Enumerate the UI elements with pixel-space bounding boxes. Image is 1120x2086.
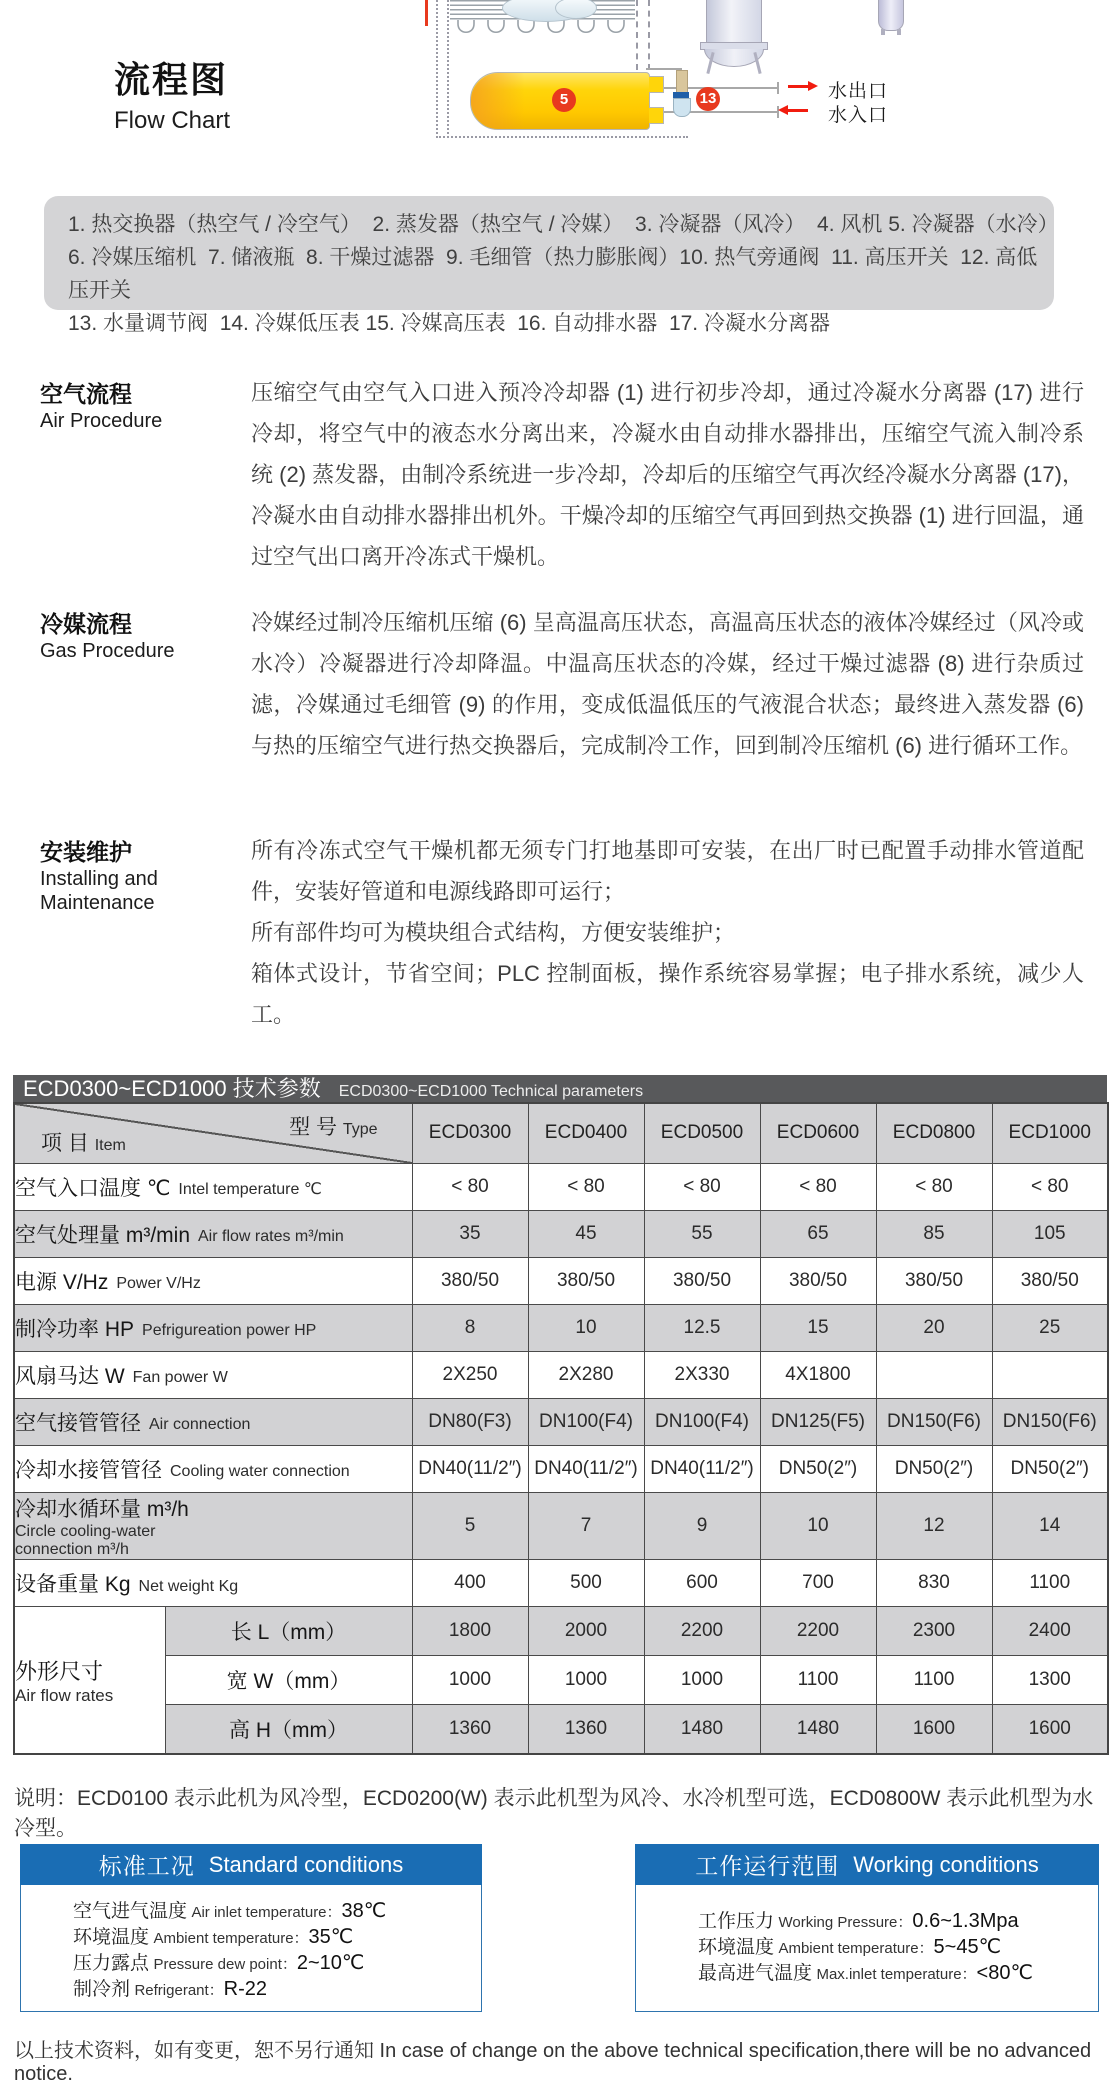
cell: 10 bbox=[760, 1492, 876, 1560]
section-body bbox=[251, 372, 1084, 577]
cylinder-foot bbox=[897, 29, 901, 35]
section-label-en: Air Procedure bbox=[40, 410, 163, 432]
cell: 8 bbox=[412, 1304, 528, 1351]
cell: 2200 bbox=[760, 1607, 876, 1656]
condition-line: 环境温度 Ambient temperature：5~45℃ bbox=[698, 1936, 1002, 1958]
cell: 700 bbox=[760, 1560, 876, 1607]
row-label: 空气入口温度 ℃ Intel temperature ℃ bbox=[14, 1163, 412, 1210]
cell: 2X330 bbox=[644, 1351, 760, 1398]
install-text-2: 所有部件均可为模块组合式结构，方便安装维护； bbox=[251, 920, 736, 945]
cell: < 80 bbox=[876, 1163, 992, 1210]
section-label bbox=[40, 376, 245, 433]
table-row bbox=[14, 1304, 1108, 1351]
standard-conditions-header: 标准工况 Standard conditions bbox=[20, 1844, 482, 1885]
arrow-right-icon bbox=[788, 85, 808, 88]
cell: 1100 bbox=[992, 1560, 1108, 1607]
working-conditions-box bbox=[635, 1844, 1099, 2012]
cell: 20 bbox=[876, 1304, 992, 1351]
table-row bbox=[14, 1560, 1108, 1607]
table-row bbox=[14, 1445, 1108, 1492]
section-label bbox=[40, 834, 245, 915]
legend-line-1: 1. 热交换器（热空气 / 冷空气） 2. 蒸发器（热空气 / 冷媒） 3. 冷凝器（风冷） 4. 风机 5. 冷凝器（水冷） bbox=[68, 213, 1059, 236]
cell: 380/50 bbox=[644, 1257, 760, 1304]
cell: DN100(F4) bbox=[528, 1398, 644, 1445]
cell: DN50(2″) bbox=[760, 1445, 876, 1492]
heat-exchanger-tubes-icon bbox=[450, 20, 635, 38]
table-title-bar bbox=[13, 1075, 1107, 1102]
section-body bbox=[251, 602, 1084, 766]
table-row bbox=[14, 1492, 1108, 1560]
cell: 1000 bbox=[412, 1656, 528, 1705]
technical-parameters bbox=[13, 1075, 1107, 1755]
table-row bbox=[14, 1351, 1108, 1398]
cell: 380/50 bbox=[528, 1257, 644, 1304]
cell: DN50(2″) bbox=[992, 1445, 1108, 1492]
cell: 12.5 bbox=[644, 1304, 760, 1351]
model-header: ECD0500 bbox=[644, 1103, 760, 1163]
row-label: 制冷功率 HP Pefrigureation power HP bbox=[14, 1304, 412, 1351]
row-label: 电源 V/Hz Power V/Hz bbox=[14, 1257, 412, 1304]
table-row bbox=[14, 1257, 1108, 1304]
cell bbox=[992, 1351, 1108, 1398]
cell bbox=[876, 1351, 992, 1398]
condition-line: 空气进气温度 Air inlet temperature：38℃ bbox=[73, 1900, 387, 1922]
parameters-table bbox=[13, 1102, 1109, 1755]
corner-item-label: 项 目 Item bbox=[41, 1131, 126, 1155]
row-label: 冷却水接管管径 Cooling water connection bbox=[14, 1445, 412, 1492]
standard-conditions-box bbox=[20, 1844, 482, 2012]
cell: 380/50 bbox=[876, 1257, 992, 1304]
air-procedure-text: 压缩空气由空气入口进入预冷冷却器 (1) 进行初步冷却，通过冷凝水分离器 (17) 进行冷却，将空气中的液态水分离出来，冷凝水由自动排水器排出，压缩空气流入制冷系统 (2) 蒸发器，由制冷系统进一步冷却，冷却后的压缩空气再次经冷凝水分离器 (17)，冷凝水由自动排水器排出机外。干燥冷却的压缩空气再回到热交换器 (1) 进行回温，通过空气出口离开冷冻式干燥机。 bbox=[251, 380, 1084, 569]
cell: 1100 bbox=[876, 1656, 992, 1705]
page-title-cn: 流程图 bbox=[114, 59, 229, 100]
corner-cell bbox=[14, 1103, 412, 1163]
page-title-en: Flow Chart bbox=[114, 107, 231, 134]
corner-type-label: 型 号 Type bbox=[289, 1116, 378, 1139]
cell: 45 bbox=[528, 1210, 644, 1257]
table-title-cn: ECD0300~ECD1000 技术参数 bbox=[23, 1076, 321, 1101]
section-label-cn: 冷媒流程 bbox=[40, 611, 132, 637]
receiver-tank bbox=[700, 0, 768, 74]
legend-line-2: 6. 冷媒压缩机 7. 储液瓶 8. 干燥过滤器 9. 毛细管（热力膨胀阀）10. 热气旁通阀 11. 高压开关 12. 高低压开关 bbox=[68, 246, 1038, 302]
working-conditions-header: 工作运行范围 Working conditions bbox=[635, 1844, 1099, 1885]
section-label-cn: 安装维护 bbox=[40, 839, 132, 865]
cell: < 80 bbox=[992, 1163, 1108, 1210]
row-label: 空气处理量 m³/min Air flow rates m³/min bbox=[14, 1210, 412, 1257]
table-row bbox=[14, 1398, 1108, 1445]
dim-row-label: 高 H（mm） bbox=[165, 1705, 412, 1754]
condition-line: 环境温度 Ambient temperature：35℃ bbox=[73, 1926, 354, 1948]
valve-cup bbox=[673, 98, 691, 117]
dim-row-label: 长 L（mm） bbox=[165, 1607, 412, 1656]
cell: 2200 bbox=[644, 1607, 760, 1656]
receiver-body bbox=[706, 0, 762, 43]
cell: 830 bbox=[876, 1560, 992, 1607]
row-label: 冷却水循环量 m³/hCircle cooling-water connection m³/h bbox=[14, 1492, 412, 1560]
cell: 65 bbox=[760, 1210, 876, 1257]
cell: 1360 bbox=[528, 1705, 644, 1754]
cell: 380/50 bbox=[992, 1257, 1108, 1304]
condition-line: 最高进气温度 Max.inlet temperature：<80℃ bbox=[698, 1962, 1033, 1984]
cell: < 80 bbox=[412, 1163, 528, 1210]
cell: DN150(F6) bbox=[876, 1398, 992, 1445]
condition-line: 压力露点 Pressure dew point：2~10℃ bbox=[73, 1952, 365, 1974]
dotted-boundary-left bbox=[436, 0, 449, 138]
row-label: 风扇马达 W Fan power W bbox=[14, 1351, 412, 1398]
section-label bbox=[40, 606, 245, 663]
water-outlet-label: 水出口 bbox=[828, 81, 889, 102]
cell: 1480 bbox=[644, 1705, 760, 1754]
cell: DN80(F3) bbox=[412, 1398, 528, 1445]
gas-procedure-text: 冷媒经过制冷压缩机压缩 (6) 呈高温高压状态，高温高压状态的液体冷媒经过（风冷或水冷）冷凝器进行冷却降温。中温高压状态的冷媒，经过干燥过滤器 (8) 进行杂质过滤，冷媒通过毛细管 (9) 的作用，变成低温低压的气液混合状态；最终进入蒸发器 (6) 与热的压缩空气进行热交换器后，完成制冷工作，回到制冷压缩机 (6) 进行循环工作。 bbox=[251, 610, 1084, 758]
cell: 85 bbox=[876, 1210, 992, 1257]
cell: 2X250 bbox=[412, 1351, 528, 1398]
red-pipe-mark bbox=[425, 0, 428, 26]
cell: DN40(11/2″) bbox=[412, 1445, 528, 1492]
cell: 2400 bbox=[992, 1607, 1108, 1656]
table-row bbox=[14, 1607, 1108, 1656]
section-body bbox=[251, 830, 1084, 1035]
section-gas-procedure bbox=[40, 602, 1084, 766]
cell: 7 bbox=[528, 1492, 644, 1560]
cell: DN50(2″) bbox=[876, 1445, 992, 1492]
cell: 1600 bbox=[876, 1705, 992, 1754]
model-header: ECD0600 bbox=[760, 1103, 876, 1163]
cell: DN125(F5) bbox=[760, 1398, 876, 1445]
tank-nozzle bbox=[649, 107, 664, 124]
cell: DN40(11/2″) bbox=[644, 1445, 760, 1492]
water-inlet-label: 水入口 bbox=[828, 105, 889, 126]
standard-conditions-body bbox=[20, 1885, 482, 2012]
cell: 400 bbox=[412, 1560, 528, 1607]
flow-chart-diagram bbox=[420, 0, 900, 155]
cell: 1100 bbox=[760, 1656, 876, 1705]
arrow-left-icon bbox=[788, 109, 808, 112]
cell: 380/50 bbox=[760, 1257, 876, 1304]
table-header-row bbox=[14, 1103, 1108, 1163]
dim-row-label: 宽 W（mm） bbox=[165, 1656, 412, 1705]
cell: 500 bbox=[528, 1560, 644, 1607]
section-label-en: Gas Procedure bbox=[40, 640, 175, 662]
table-title-en: ECD0300~ECD1000 Technical parameters bbox=[338, 1083, 644, 1100]
disclaimer: 以上技术资料，如有变更，恕不另行通知 In case of change on the above technical specification,there will be no advanced notice. bbox=[14, 2040, 1092, 2085]
cell: 1000 bbox=[528, 1656, 644, 1705]
cell: 1360 bbox=[412, 1705, 528, 1754]
page-title bbox=[114, 52, 230, 135]
cell: < 80 bbox=[760, 1163, 876, 1210]
cell: 35 bbox=[412, 1210, 528, 1257]
cell: 1480 bbox=[760, 1705, 876, 1754]
cell: 5 bbox=[412, 1492, 528, 1560]
table-row bbox=[14, 1705, 1108, 1754]
cell: 600 bbox=[644, 1560, 760, 1607]
cell: 2300 bbox=[876, 1607, 992, 1656]
cell: 9 bbox=[644, 1492, 760, 1560]
condition-line: 工作压力 Working Pressure：0.6~1.3Mpa bbox=[698, 1910, 1019, 1932]
model-header: ECD0300 bbox=[412, 1103, 528, 1163]
table-row bbox=[14, 1163, 1108, 1210]
model-note: 说明：ECD0100 表示此机为风冷型，ECD0200(W) 表示此机型为风冷、水冷机型可选，ECD0800W 表示此机型为水冷型。 bbox=[14, 1787, 1094, 1840]
model-header: ECD0800 bbox=[876, 1103, 992, 1163]
cell: 15 bbox=[760, 1304, 876, 1351]
row-label: 空气接管管径 Air connection bbox=[14, 1398, 412, 1445]
row-label: 设备重量 Kg Net weight Kg bbox=[14, 1560, 412, 1607]
water-inlet-pipe bbox=[648, 111, 778, 113]
condition-line: 制冷剂 Refrigerant：R-22 bbox=[73, 1978, 268, 2000]
cell: 1600 bbox=[992, 1705, 1108, 1754]
cell: 1800 bbox=[412, 1607, 528, 1656]
cell: 380/50 bbox=[412, 1257, 528, 1304]
section-air-procedure bbox=[40, 372, 1084, 577]
cell: 12 bbox=[876, 1492, 992, 1560]
tank-number-badge: 5 bbox=[552, 88, 576, 112]
cell: 1300 bbox=[992, 1656, 1108, 1705]
valve-number-badge: 13 bbox=[696, 87, 720, 111]
section-installing-maintenance bbox=[40, 830, 1084, 1035]
cylinder-foot bbox=[881, 29, 885, 35]
cell: < 80 bbox=[644, 1163, 760, 1210]
cylinder-body bbox=[878, 0, 904, 31]
cell: 1000 bbox=[644, 1656, 760, 1705]
cell: < 80 bbox=[528, 1163, 644, 1210]
small-cylinder bbox=[878, 0, 904, 36]
dimensions-label: 外形尺寸 Air flow rates bbox=[14, 1607, 165, 1754]
cell: 10 bbox=[528, 1304, 644, 1351]
cell: 4X1800 bbox=[760, 1351, 876, 1398]
cell: 14 bbox=[992, 1492, 1108, 1560]
cell: DN150(F6) bbox=[992, 1398, 1108, 1445]
cell: 25 bbox=[992, 1304, 1108, 1351]
cell: 55 bbox=[644, 1210, 760, 1257]
dotted-boundary-bottom bbox=[436, 136, 688, 140]
install-text-1: 所有冷冻式空气干燥机都无须专门打地基即可安装，在出厂时已配置手动排水管道配件，安装好管道和电源线路即可运行； bbox=[251, 838, 1084, 904]
table-row bbox=[14, 1656, 1108, 1705]
component-legend bbox=[44, 196, 1059, 335]
water-regulating-valve bbox=[673, 70, 691, 116]
section-label-en: Maintenance bbox=[40, 892, 155, 914]
pipe-end-tick bbox=[777, 82, 779, 94]
cell: DN100(F4) bbox=[644, 1398, 760, 1445]
cell: DN40(11/2″) bbox=[528, 1445, 644, 1492]
model-header: ECD0400 bbox=[528, 1103, 644, 1163]
section-label-en: Installing and bbox=[40, 868, 158, 890]
cell: 2X280 bbox=[528, 1351, 644, 1398]
cell: 2000 bbox=[528, 1607, 644, 1656]
model-header: ECD1000 bbox=[992, 1103, 1108, 1163]
dashed-line bbox=[636, 0, 650, 70]
table-row bbox=[14, 1210, 1108, 1257]
install-text-3: 箱体式设计，节省空间；PLC 控制面板，操作系统容易掌握；电子排水系统，减少人工。 bbox=[251, 961, 1084, 1027]
working-conditions-body bbox=[635, 1885, 1099, 2012]
section-label-cn: 空气流程 bbox=[40, 381, 132, 407]
legend-line-3: 13. 水量调节阀 14. 冷媒低压表 15. 冷媒高压表 16. 自动排水器 17. 冷凝水分离器 bbox=[68, 312, 830, 335]
cell: 105 bbox=[992, 1210, 1108, 1257]
tank-nozzle bbox=[649, 76, 664, 93]
